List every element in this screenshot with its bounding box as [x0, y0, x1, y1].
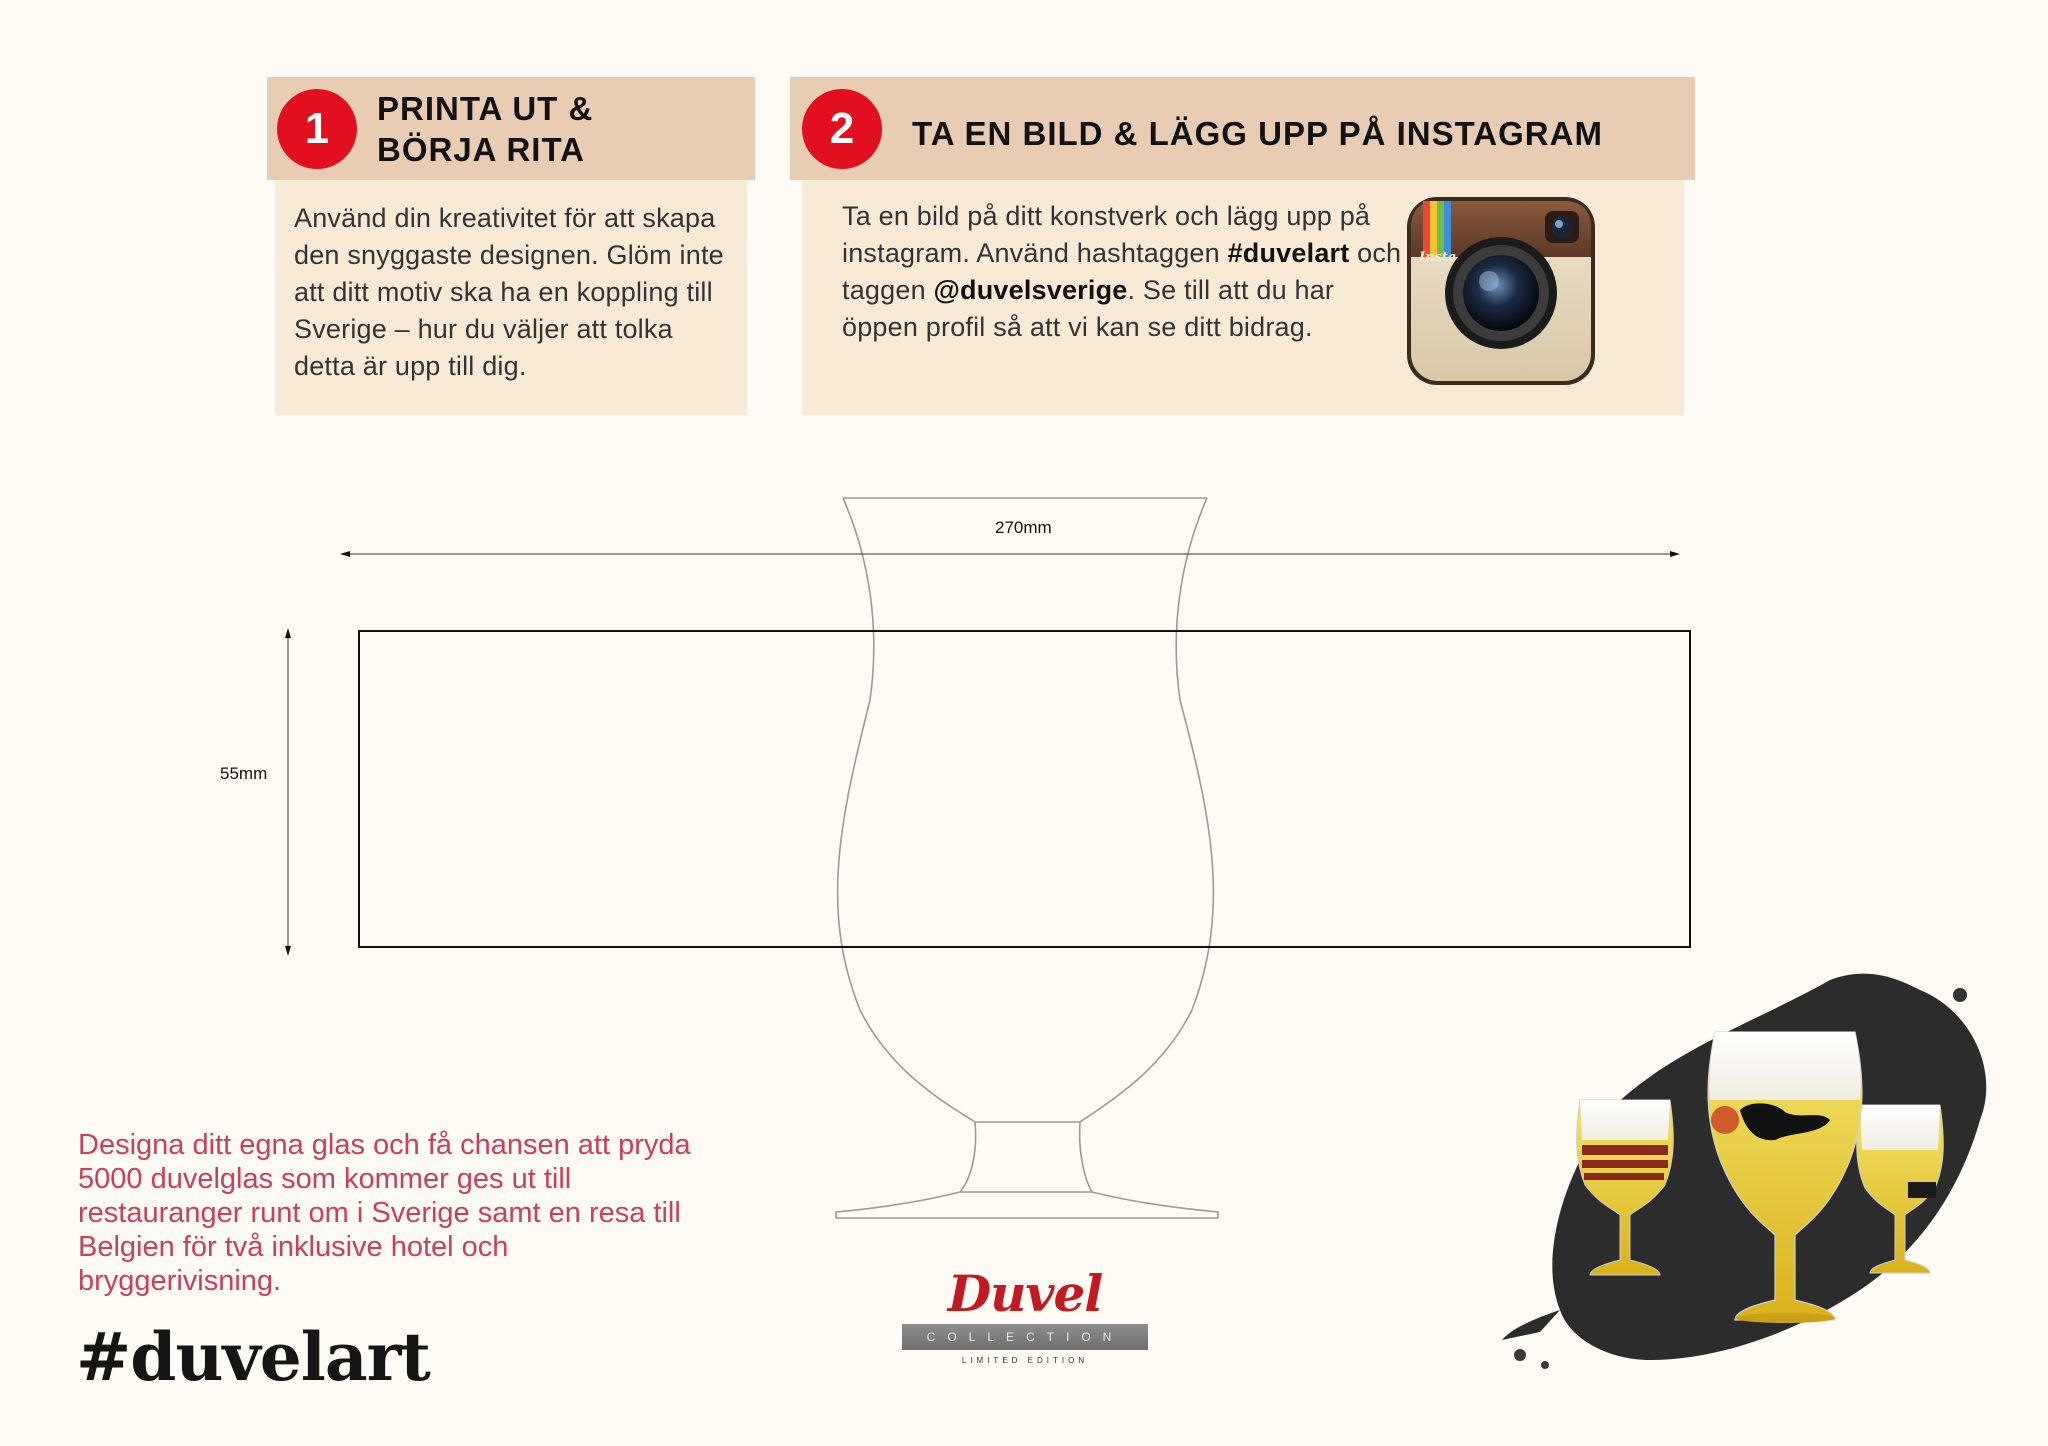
- step1-body: [275, 180, 747, 415]
- step2-title: TA EN BILD & LÄGG UPP PÅ INSTAGRAM: [912, 115, 1603, 152]
- step2-handle: @duvelsverige: [933, 275, 1128, 305]
- decorated-glasses-illustration: [1500, 960, 2000, 1380]
- duvel-limited-edition: LIMITED EDITION: [961, 1356, 1089, 1365]
- hashtag-text: #duvelart: [76, 1318, 430, 1396]
- height-dimension-arrow: [278, 628, 298, 956]
- drawing-area[interactable]: [358, 630, 1691, 948]
- step1-number-badge: 1: [277, 89, 357, 169]
- duvel-brand: Duvel: [947, 1264, 1103, 1323]
- duvel-collection: COLLECTION: [902, 1324, 1148, 1350]
- step2-number-badge: 2: [802, 89, 882, 169]
- instagram-camera-icon: [1405, 195, 1597, 387]
- step2-body-part2: och taggen: [842, 238, 1402, 305]
- step2-body-text: [842, 198, 1402, 346]
- width-dimension-arrow: [340, 544, 1680, 564]
- step2-hashtag: #duvelart: [1227, 238, 1350, 268]
- step1-body-text: Använd din kreativitet för att skapa den snyggaste designen. Glöm inte att ditt motiv ska ha en koppling till Sverige – hur du väljer att tolka detta är upp till dig.: [294, 203, 724, 381]
- instagram-icon-text: Insta: [1419, 250, 1457, 265]
- step1-title-line1: PRINTA UT &: [377, 89, 594, 127]
- step1-header: [267, 77, 755, 180]
- height-dimension-label: 55mm: [220, 764, 268, 783]
- step2-body-part3: . Se till att du har öppen profil så att vi kan se ditt bidrag.: [842, 275, 1335, 342]
- step2-header: [790, 77, 1695, 180]
- promo-text: Designa ditt egna glas och få chansen att pryda 5000 duvelglas som kommer ges ut till restauranger runt om i Sverige samt en resa till Belgien för två inklusive hotel och bryggerivisning.: [78, 1129, 691, 1297]
- step2-body-part1: Ta en bild på ditt konstverk och lägg upp på instagram. Använd hashtaggen: [842, 201, 1371, 268]
- duvel-logo: [902, 1266, 1148, 1376]
- step1-title-line2: BÖRJA RITA: [377, 130, 585, 168]
- step1-title: [377, 88, 593, 170]
- width-dimension-label: 270mm: [995, 518, 1052, 537]
